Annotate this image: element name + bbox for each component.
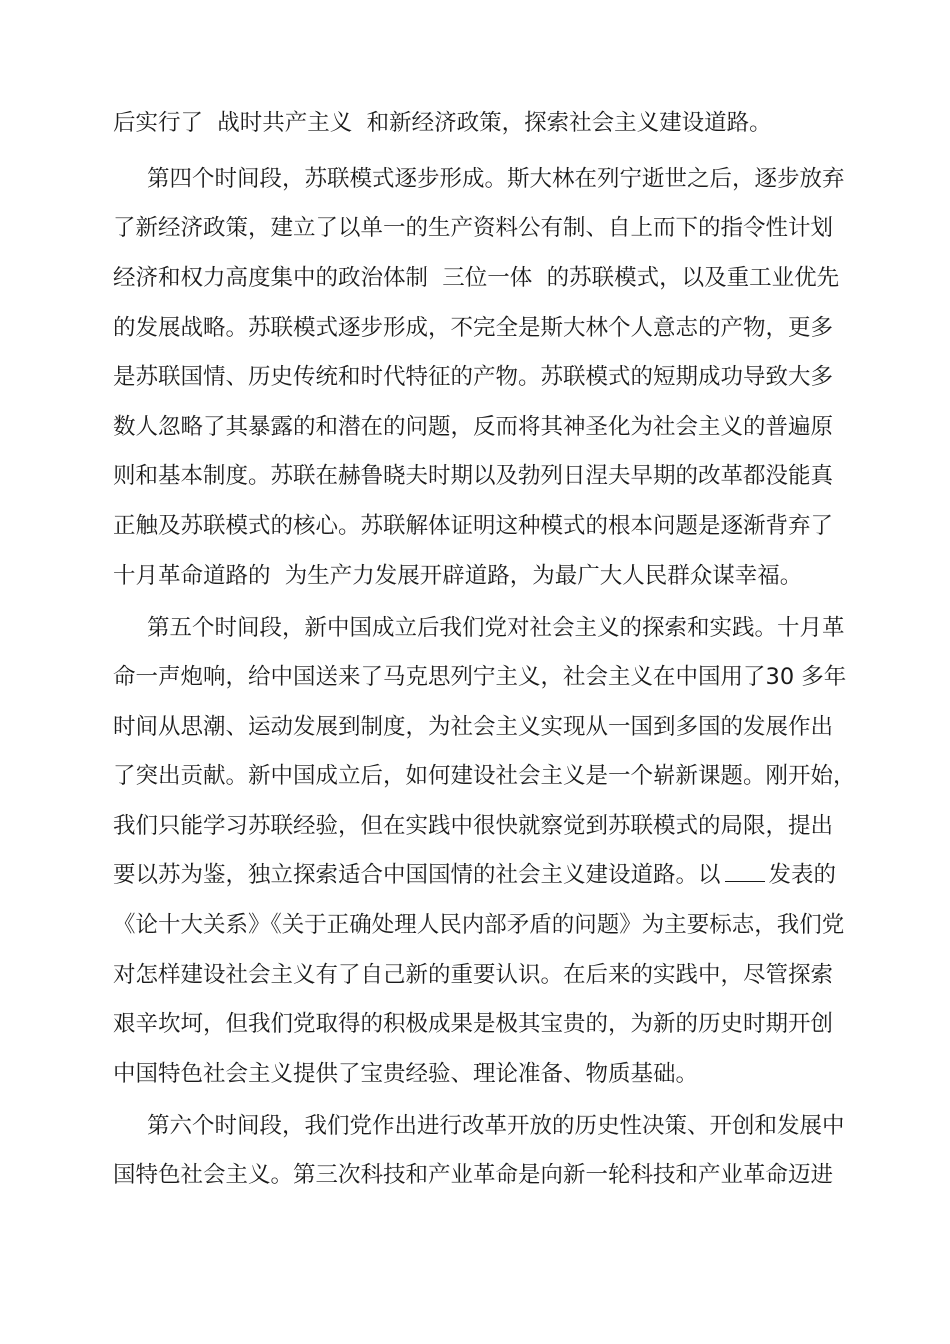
text-line: 十月革命道路的 为生产力发展开辟道路，为最广大人民群众谋幸福。 bbox=[113, 563, 803, 589]
text-line: 数人忽略了其暴露的和潜在的问题，反而将其神圣化为社会主义的普遍原 bbox=[113, 414, 834, 440]
text-line: 正触及苏联模式的核心。苏联解体证明这种模式的根本问题是逐渐背弃了 bbox=[113, 513, 834, 539]
text-line-with-blank bbox=[113, 860, 836, 890]
text-line: 经济和权力高度集中的政治体制 三位一体 的苏联模式，以及重工业优先 bbox=[113, 265, 840, 291]
fill-in-blank bbox=[725, 861, 765, 882]
text-line: 我们只能学习苏联经验，但在实践中很快就察觉到苏联模式的局限，提出 bbox=[113, 813, 834, 839]
paragraph-start-line: 第五个时间段，新中国成立后我们党对社会主义的探索和实践。十月革 bbox=[147, 615, 845, 641]
text-segment: 发表的 bbox=[768, 862, 837, 888]
paragraph-start-line: 第六个时间段，我们党作出进行改革开放的历史性决策、开创和发展中 bbox=[147, 1113, 845, 1139]
text-line: 则和基本制度。苏联在赫鲁晓夫时期以及勃列日涅夫早期的改革都没能真 bbox=[113, 463, 834, 489]
text-segment: 要以苏为鉴，独立探索适合中国国情的社会主义建设道路。以 bbox=[113, 862, 721, 888]
text-line: 《论十大关系》《关于正确处理人民内部矛盾的问题》为主要标志，我们党 bbox=[113, 912, 845, 938]
text-line: 国特色社会主义。第三次科技和产业革命是向新一轮科技和产业革命迈进 bbox=[113, 1162, 834, 1188]
text-line: 的发展战略。苏联模式逐步形成，不完全是斯大林个人意志的产物，更多 bbox=[113, 315, 834, 341]
text-line: 对怎样建设社会主义有了自己新的重要认识。在后来的实践中，尽管探索 bbox=[113, 962, 834, 988]
text-line: 了突出贡献。新中国成立后，如何建设社会主义是一个崭新课题。刚开始， bbox=[113, 763, 856, 789]
text-line: 了新经济政策，建立了以单一的生产资料公有制、自上而下的指令性计划 bbox=[113, 215, 834, 241]
text-line: 时间从思潮、运动发展到制度，为社会主义实现从一国到多国的发展作出 bbox=[113, 714, 834, 740]
text-line: 中国特色社会主义提供了宝贵经验、理论准备、物质基础。 bbox=[113, 1061, 699, 1087]
text-line: 是苏联国情、历史传统和时代特征的产物。苏联模式的短期成功导致大多 bbox=[113, 364, 834, 390]
paragraph-start-line: 第四个时间段，苏联模式逐步形成。斯大林在列宁逝世之后，逐步放弃 bbox=[147, 166, 845, 192]
text-line: 艰辛坎坷，但我们党取得的积极成果是极其宝贵的，为新的历史时期开创 bbox=[113, 1011, 834, 1037]
text-line: 后实行了 战时共产主义 和新经济政策，探索社会主义建设道路。 bbox=[113, 110, 772, 136]
text-line: 命一声炮响，给中国送来了马克思列宁主义，社会主义在中国用了30 多年 bbox=[113, 664, 847, 690]
